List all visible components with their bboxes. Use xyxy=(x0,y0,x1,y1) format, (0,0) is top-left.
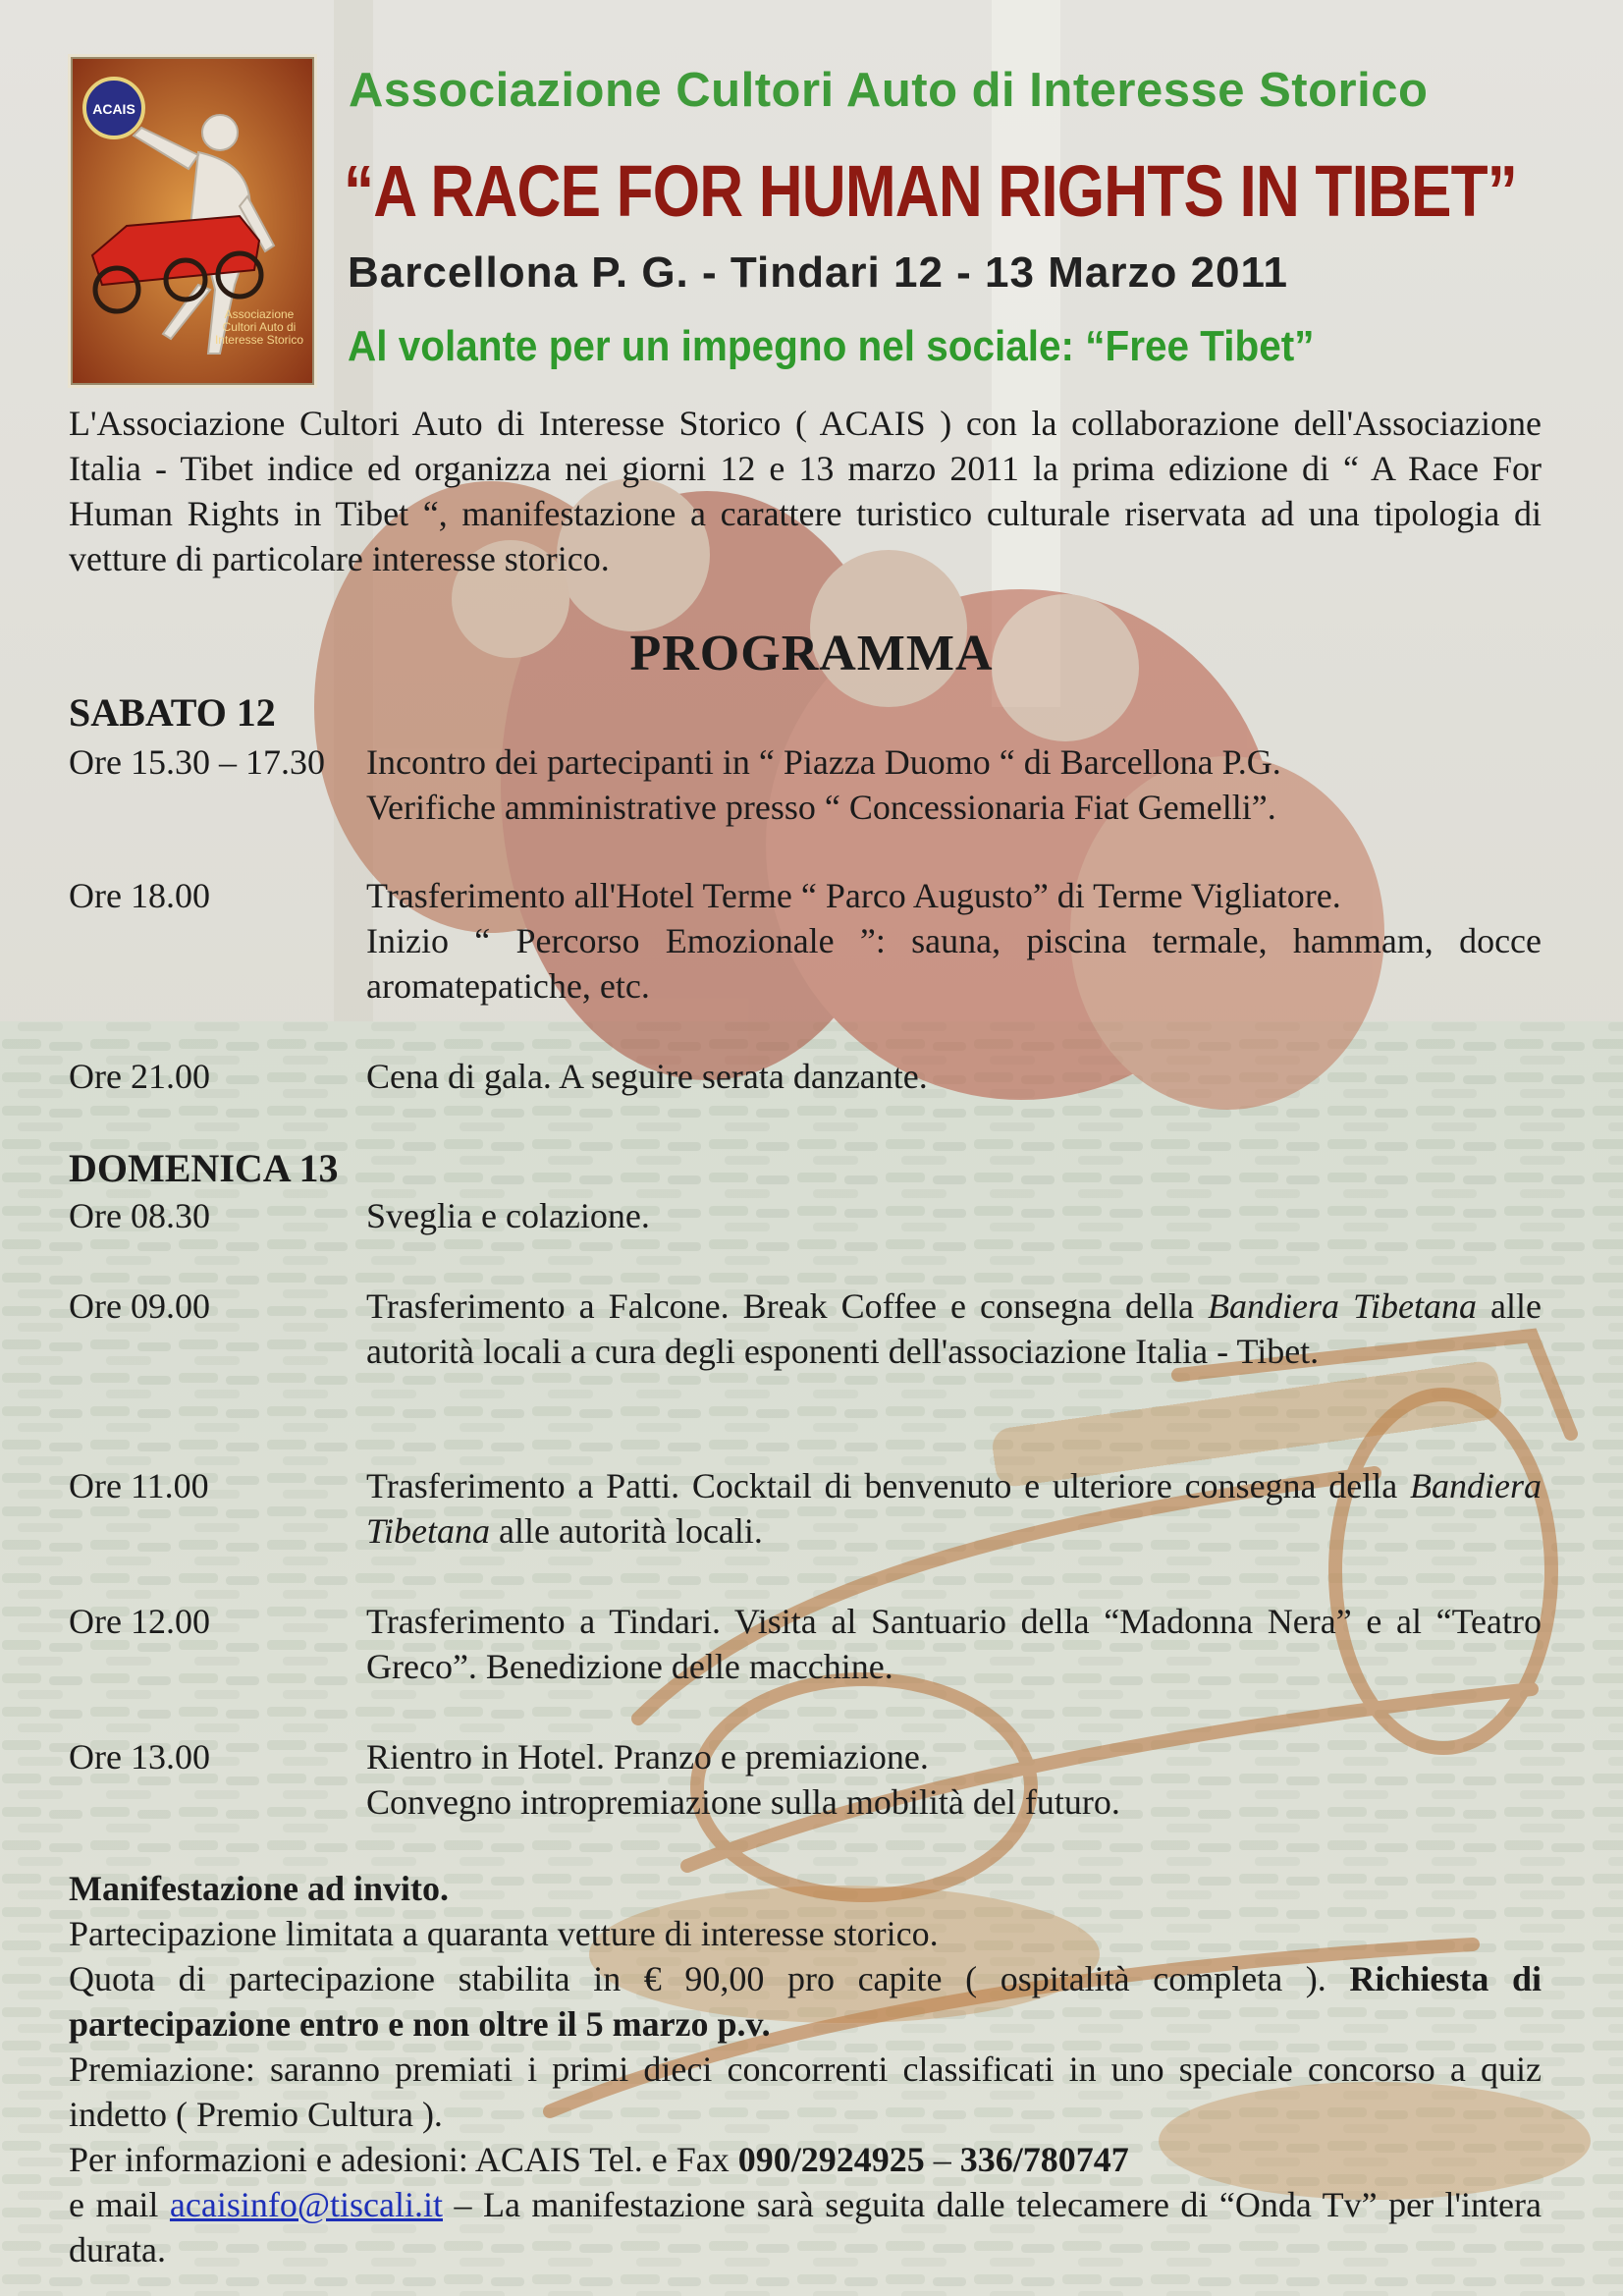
schedule-time: Ore 09.00 xyxy=(69,1286,210,1326)
schedule-description xyxy=(366,1463,1542,1554)
schedule-time: Ore 12.00 xyxy=(69,1602,210,1641)
schedule-line: Verifiche amministrative presso “ Concessionaria Fiat Gemelli”. xyxy=(366,788,1276,827)
schedule-time: Ore 13.00 xyxy=(69,1737,210,1777)
logo-caption: Associazione Cultori Auto di Interesse Storico xyxy=(214,307,304,347)
schedule-description: Sveglia e colazione. xyxy=(366,1196,650,1235)
schedule-text: alle autorità locali. xyxy=(490,1511,763,1551)
participation-fee: Quota di partecipazione stabilita in € 90,00 pro capite ( ospitalità completa ). xyxy=(69,1959,1350,1998)
day-heading-sunday: DOMENICA 13 xyxy=(69,1146,339,1190)
schedule-time: Ore 15.30 – 17.30 xyxy=(69,742,325,782)
schedule-description xyxy=(366,873,1542,1009)
schedule-time: Ore 21.00 xyxy=(69,1057,210,1096)
invite-note: Manifestazione ad invito. xyxy=(69,1869,449,1908)
schedule-line: Trasferimento all'Hotel Terme “ Parco Augusto” di Terme Vigliatore. xyxy=(366,876,1341,915)
schedule-description xyxy=(366,739,1542,830)
schedule-line: Convegno intropremiazione sulla mobilità del futuro. xyxy=(366,1782,1120,1822)
contact-label: Per informazioni e adesioni: ACAIS Tel. e Fax xyxy=(69,2140,738,2179)
intro-text: L'Associazione Cultori Auto di Interesse Storico ( ACAIS ) con la collaborazione dell'Associazione Italia - Tibet indice ed organizza nei giorni 12 e 13 marzo 2011 la prima edizione di “ A Race For Human Rights in Tibet “, manifestazione a carattere turistico culturale riservata ad una tipologia di vetture di particolare interesse storico. xyxy=(69,404,1542,578)
phone-separator: – xyxy=(924,2140,960,2179)
schedule-text: Trasferimento a Patti. Cocktail di benvenuto e ulteriore consegna della xyxy=(366,1466,1411,1505)
footer-info xyxy=(69,1866,1542,2272)
day-heading-saturday: SABATO 12 xyxy=(69,690,276,735)
schedule-line: Rientro in Hotel. Pranzo e premiazione. xyxy=(366,1737,929,1777)
schedule-description xyxy=(366,1054,1542,1099)
acais-logo xyxy=(71,57,314,385)
awards-info: Premiazione: saranno premiati i primi dieci concorrenti classificati in uno speciale concorso a quiz indetto ( Premio Cultura ). xyxy=(69,2050,1542,2134)
email-link[interactable]: acaisinfo@tiscali.it xyxy=(169,2185,443,2224)
schedule-text: alle autorità locali a cura degli esponenti dell'associazione Italia - Tibet. xyxy=(366,1286,1542,1371)
schedule-time: Ore 18.00 xyxy=(69,876,210,915)
participation-limit: Partecipazione limitata a quaranta vetture di interesse storico. xyxy=(69,1914,939,1953)
flag-name: Bandiera Tibetana xyxy=(366,1466,1542,1551)
event-date: Barcellona P. G. - Tindari 12 - 13 Marzo 2011 xyxy=(348,248,1288,297)
schedule-time: Ore 08.30 xyxy=(69,1196,210,1235)
schedule-description xyxy=(366,1734,1542,1825)
phone-fax: 090/2924925 xyxy=(737,2140,925,2179)
programme-title: PROGRAMMA xyxy=(629,626,994,682)
schedule-text: Trasferimento a Falcone. Break Coffee e consegna della xyxy=(366,1286,1208,1326)
schedule-line: Inizio “ Percorso Emozionale ”: sauna, piscina termale, hammam, docce aromatepatiche, etc. xyxy=(366,921,1542,1006)
schedule-line: Cena di gala. A seguire serata danzante. xyxy=(366,1057,928,1096)
event-title: “A RACE FOR HUMAN RIGHTS IN TIBET” xyxy=(344,150,1518,232)
coverage-note: – La manifestazione sarà seguita dalle telecamere di “Onda Tv” per l'intera durata. xyxy=(69,2185,1542,2269)
organization-name: Associazione Cultori Auto di Interesse Storico xyxy=(349,64,1429,117)
intro-paragraph xyxy=(69,401,1542,581)
registration-deadline: Richiesta di partecipazione entro e non oltre il 5 marzo p.v. xyxy=(69,1959,1542,2044)
schedule-line: Incontro dei partecipanti in “ Piazza Duomo “ di Barcellona P.G. xyxy=(366,742,1281,782)
logo-badge-text: ACAIS xyxy=(92,101,135,117)
schedule-description xyxy=(366,1284,1542,1374)
mobile-phone: 336/780747 xyxy=(959,2140,1129,2179)
schedule-time: Ore 11.00 xyxy=(69,1466,209,1505)
event-slogan: Al volante per un impegno nel sociale: “Free Tibet” xyxy=(348,322,1315,370)
email-label: e mail xyxy=(69,2185,170,2224)
schedule-description: Trasferimento a Tindari. Visita al Santuario della “Madonna Nera” e al “Teatro Greco”. Benedizione delle macchine. xyxy=(366,1602,1542,1686)
flag-name: Bandiera Tibetana xyxy=(1207,1286,1477,1326)
